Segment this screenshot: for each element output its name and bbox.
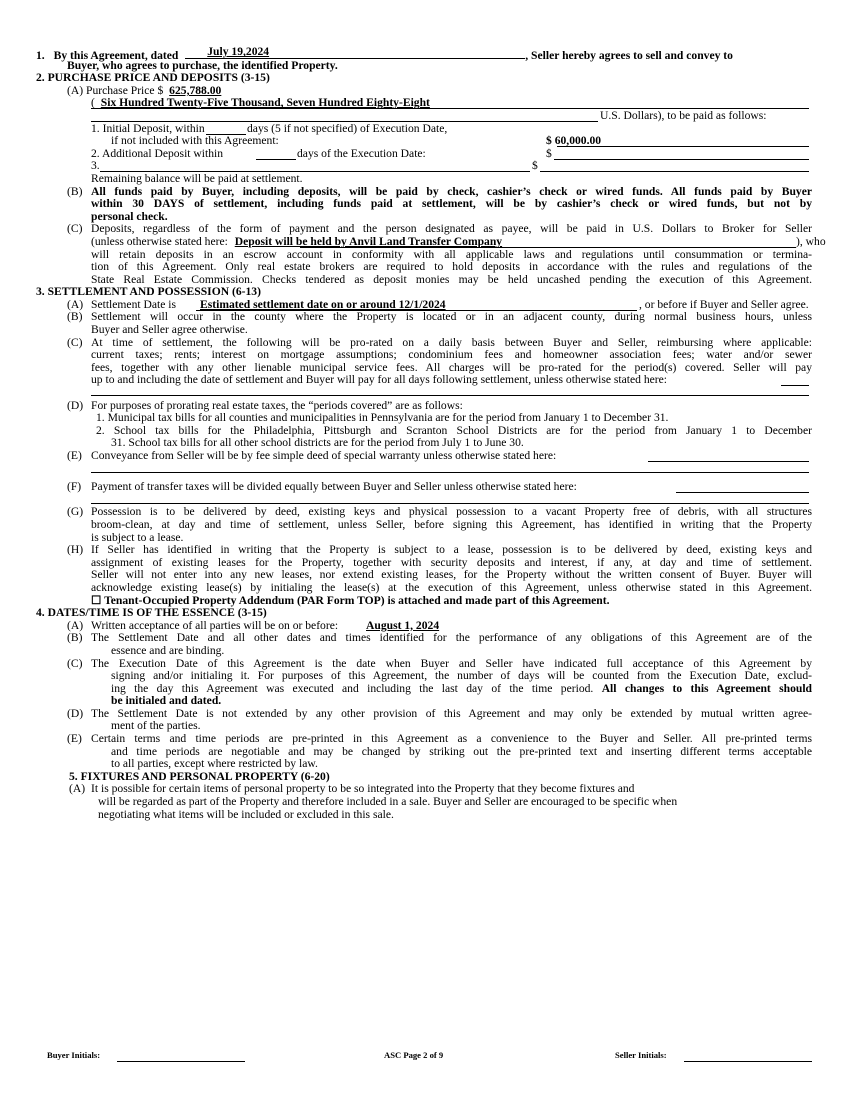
section-3c-last-line xyxy=(36,374,812,387)
section-2b-label: (B) xyxy=(67,184,83,198)
section-3e-text: Conveyance from Seller will be by fee simple deed of special warranty unless otherwise stated here: xyxy=(91,449,557,462)
section-3g-line: Possession is to be delivered by deed, existing keys and physical possession to a vacant Property free of debris, with all structures xyxy=(91,505,812,519)
section-4c-line: The Execution Date of this Agreement is the date when Buyer and Seller have indicated full acceptance of this Agreement by xyxy=(91,656,812,670)
usd-text: U.S. Dollars), to be paid as follows: xyxy=(600,108,767,122)
section-5a-line: negotiating what items will be included or excluded in this sale. xyxy=(98,807,394,821)
section-4c-label: (C) xyxy=(67,656,83,670)
section-4e-label: (E) xyxy=(67,732,82,746)
section-4b-line: essence and are binding. xyxy=(111,643,225,657)
settlement-date-post: , or before if Buyer and Seller agree. xyxy=(639,297,809,311)
deposit-1-label: 1. Initial Deposit, within xyxy=(91,121,205,135)
section-3e-label: (E) xyxy=(67,449,82,462)
section-5a-label: (A) xyxy=(69,782,86,796)
section-3b-line: Buyer and Seller agree otherwise. xyxy=(91,323,248,337)
section-2c-line: tion of this Agreement. Only real estate brokers are required to hold deposits in accordance with the rules and regulations of the xyxy=(91,260,812,274)
section-3c-line: fees, together with any other lienable municipal service fees. All charges will be pro-rated for the period(s) covered. Seller will pay xyxy=(91,360,812,374)
deposit-2-amount[interactable]: $ xyxy=(546,146,552,160)
deposit-2-days-field[interactable] xyxy=(256,148,296,160)
buyer-initials-field[interactable] xyxy=(117,1061,245,1062)
section-4c-line3-bold: All changes to this Agreement should xyxy=(601,681,812,695)
section-2b-line: All funds paid by Buyer, including deposits, will be paid by check, cashier’s check or wired funds. All funds paid by Buyer xyxy=(91,184,812,198)
section-5a xyxy=(36,783,812,821)
section-2c-post: ), who xyxy=(796,234,826,248)
section-3h xyxy=(36,544,812,607)
section-2c-pre: (unless otherwise stated here: xyxy=(91,234,228,248)
section-3d-item-2-cont: 31. School tax bills for all other school districts are for the period from July 1 to June 30. xyxy=(111,436,524,450)
section-4c-line4-bold: be initialed and dated. xyxy=(111,694,222,708)
section-5-heading: 5. FIXTURES AND PERSONAL PROPERTY (6-20) xyxy=(69,769,330,783)
deposit-3-amount[interactable]: $ xyxy=(532,159,538,173)
purchase-price-value[interactable]: 625,788.00 xyxy=(169,83,222,97)
section-4-heading: 4. DATES/TIME IS OF THE ESSENCE (3-15) xyxy=(36,606,267,620)
section-3b-label: (B) xyxy=(67,310,83,324)
section-1-line xyxy=(36,47,812,60)
settlement-date-label: Settlement Date is xyxy=(91,297,177,311)
section-5a-line: will be regarded as part of the Property and therefore included in a sale. Buyer and Seller are encouraged to be specific when xyxy=(98,795,678,809)
deposit-1-days-field[interactable] xyxy=(206,123,246,135)
section-2c xyxy=(36,222,826,286)
section-4b-label: (B) xyxy=(67,631,83,645)
section-4c-line: signing and/or initialing it. For purposes of this Agreement, the number of days will be counted from the Execution Date, exclud- xyxy=(111,669,812,683)
acceptance-date-label: Written acceptance of all parties will be on or before: xyxy=(91,618,339,632)
seller-initials-field[interactable] xyxy=(684,1061,812,1062)
section-3d-line: For purposes of prorating real estate taxes, the “periods covered” are as follows: xyxy=(91,398,463,412)
section-3h-line: assignment of existing leases for the Property, together with security deposits and interest, if any, at day and time of settlement. xyxy=(91,555,812,569)
agreement-date-value: July 19,2024 xyxy=(207,45,270,59)
section-2b-line: personal check. xyxy=(91,209,168,223)
section-1-text: By this Agreement, dated xyxy=(53,49,179,62)
section-2c-label: (C) xyxy=(67,222,83,236)
deposit-holder-value[interactable]: Deposit will be held by Anvil Land Transfer Company xyxy=(234,234,503,248)
section-2b xyxy=(36,186,812,224)
section-4e-line: to all parties, except where restricted by law. xyxy=(111,757,318,771)
section-4d-line: The Settlement Date is not extended by any other provision of this Agreement and may only be extended by mutual written agree- xyxy=(91,706,812,720)
tenant-addendum-text: Tenant-Occupied Property Addendum (PAR Form TOP) is attached and made part of this Agreement. xyxy=(104,593,610,607)
section-3d xyxy=(36,400,812,450)
deposit-1-amount[interactable]: $ 60,000.00 xyxy=(546,134,602,148)
buyer-initials xyxy=(47,1050,100,1060)
deposit-1-line2 xyxy=(36,135,812,148)
section-3e-line2 xyxy=(36,463,812,476)
section-4e xyxy=(36,733,812,771)
conveyance-exception-rule[interactable] xyxy=(91,472,809,473)
section-4b xyxy=(36,632,812,657)
section-4e-line: Certain terms and time periods are pre-printed in this Agreement as a convenience to the Buyer and Seller. All pre-printed terms xyxy=(91,732,812,746)
section-4c-line3-text: ing the day this Agreement was executed and including the last day of the time period. xyxy=(111,681,594,695)
section-3b-line: Settlement will occur in the county where the Property is located or in an adjacent county, during normal business hours, unless xyxy=(91,310,812,324)
section-3d-item-1: 1. Municipal tax bills for all counties and municipalities in Pennsylvania are for the period from January 1 to December 31. xyxy=(96,411,669,425)
section-3h-line: Seller will not enter into any new leases, nor extend existing leases, for the Property without the written consent of Buyer. Buyer will xyxy=(91,568,812,582)
section-2c-line: Deposits, regardless of the form of payment and the person designated as payee, will be paid in U.S. Dollars to Broker for Seller xyxy=(91,222,812,236)
section-4a-label: (A) xyxy=(67,618,84,632)
section-4d xyxy=(36,708,812,733)
price-words-value[interactable]: Six Hundred Twenty-Five Thousand, Seven Hundred Eighty-Eight xyxy=(100,96,430,110)
deposit-2-text: days of the Execution Date: xyxy=(297,146,426,160)
section-2b-line: within 30 DAYS of settlement, including funds paid at settlement, will be by cashier’s check or wired funds, but not by xyxy=(91,197,812,211)
seller-initials xyxy=(615,1050,667,1060)
section-1-text-end: , Seller hereby agrees to sell and convey to xyxy=(525,49,733,62)
section-3c-line: current taxes; rents; interest on mortgage assumptions; condominium fees and homeowner association fees; water and/or sewer xyxy=(91,348,812,362)
section-4d-label: (D) xyxy=(67,706,84,720)
transfer-tax-exception-rule[interactable] xyxy=(91,503,809,504)
section-2-heading: 2. PURCHASE PRICE AND DEPOSITS (3-15) xyxy=(36,71,270,85)
section-3c xyxy=(36,337,812,400)
deposit-3-label: 3. xyxy=(91,159,100,173)
section-4c xyxy=(36,658,812,708)
section-4e-line: and time periods are negotiable and may be changed by striking out the pre-printed text and inserting different terms acceptable xyxy=(111,744,812,758)
agreement-body xyxy=(36,45,826,821)
proration-exception-line2 xyxy=(36,387,812,400)
section-1-line2: Buyer, who agrees to purchase, the identified Property. xyxy=(67,58,338,72)
section-3a-label: (A) xyxy=(67,297,84,311)
section-5a-line: It is possible for certain items of personal property to be so integrated into the Property that they become fixtures and xyxy=(91,782,635,796)
section-3g xyxy=(36,506,812,544)
section-2c-line: will retain deposits in an escrow account in conformity with all applicable laws and regulations until consummation or termina- xyxy=(91,247,812,261)
section-2c-escrow-line xyxy=(36,234,826,249)
section-3f xyxy=(36,481,812,494)
purchase-price-label: (A) Purchase Price $ xyxy=(67,83,164,97)
section-1-number: 1. xyxy=(36,49,45,62)
section-3g-line: broom-clean, at day and time of settlement, unless Seller, before signing this Agreement, has identified in writing that the Property xyxy=(91,517,812,531)
settlement-date-value[interactable]: Estimated settlement date on or around 12/1/2024 xyxy=(200,297,446,311)
section-3c-line: up to and including the date of settlement and Buyer will pay for all days following settlement, unless otherwise stated here: xyxy=(91,373,668,387)
section-2c-line: State Real Estate Commission. Checks tendered as deposit monies may be held uncashed pending the execution of this Agreement. xyxy=(91,272,812,286)
section-3d-item-2: 2. School tax bills for the Philadelphia, Pittsburgh and Scranton School Districts are for the period from January 1 to December xyxy=(96,423,812,437)
deposit-1-text: days (5 if not specified) of Execution Date, xyxy=(247,121,448,135)
section-3c-label: (C) xyxy=(67,335,83,349)
section-3c-line: At time of settlement, the following will be pro-rated on a daily basis between Buyer and Seller, reimbursing where applicable: xyxy=(91,335,812,349)
deposit-1-text-2: if not included with this Agreement: xyxy=(111,134,279,148)
tenant-addendum-checkbox[interactable]: ☐ xyxy=(91,593,102,607)
page-number: ASC Page 2 of 9 xyxy=(384,1050,444,1060)
section-3g-label: (G) xyxy=(67,505,84,519)
section-4b-line: The Settlement Date and all other dates and times identified for the performance of any obligations of this Agreement are of the xyxy=(91,631,812,645)
deposit-2-line xyxy=(36,148,812,161)
deposit-2-label: 2. Additional Deposit within xyxy=(91,146,224,160)
section-3-heading: 3. SETTLEMENT AND POSSESSION (6-13) xyxy=(36,285,261,299)
section-3d-label: (D) xyxy=(67,398,84,412)
section-3h-line: acknowledge existing lease(s) by initialing the lease(s) at the execution of this Agreement, unless otherwise stated in this Agreement. xyxy=(91,580,812,594)
seller-initials-label: Seller Initials: xyxy=(615,1050,667,1060)
section-3h-line: If Seller has identified in writing that the Property is subject to a lease, possession is to be delivered by deed, existing keys and xyxy=(91,543,812,557)
section-3e xyxy=(36,450,812,463)
section-3f-label: (F) xyxy=(67,480,82,494)
buyer-initials-label: Buyer Initials: xyxy=(47,1050,101,1060)
price-words-paren: ( xyxy=(91,96,95,110)
section-3g-line: is subject to a lease. xyxy=(91,530,184,544)
section-3b xyxy=(36,311,812,336)
proration-exception-rule[interactable] xyxy=(91,395,809,396)
remaining-balance-text: Remaining balance will be paid at settlement. xyxy=(91,171,303,185)
section-3f-text: Payment of transfer taxes will be divided equally between Buyer and Seller unless otherwise stated here: xyxy=(91,480,577,494)
agreement-date-field[interactable] xyxy=(185,47,525,59)
section-4d-line: ment of the parties. xyxy=(111,719,201,733)
section-3h-label: (H) xyxy=(67,543,84,557)
acceptance-date-value[interactable]: August 1, 2024 xyxy=(366,618,440,632)
usd-line xyxy=(36,110,812,123)
